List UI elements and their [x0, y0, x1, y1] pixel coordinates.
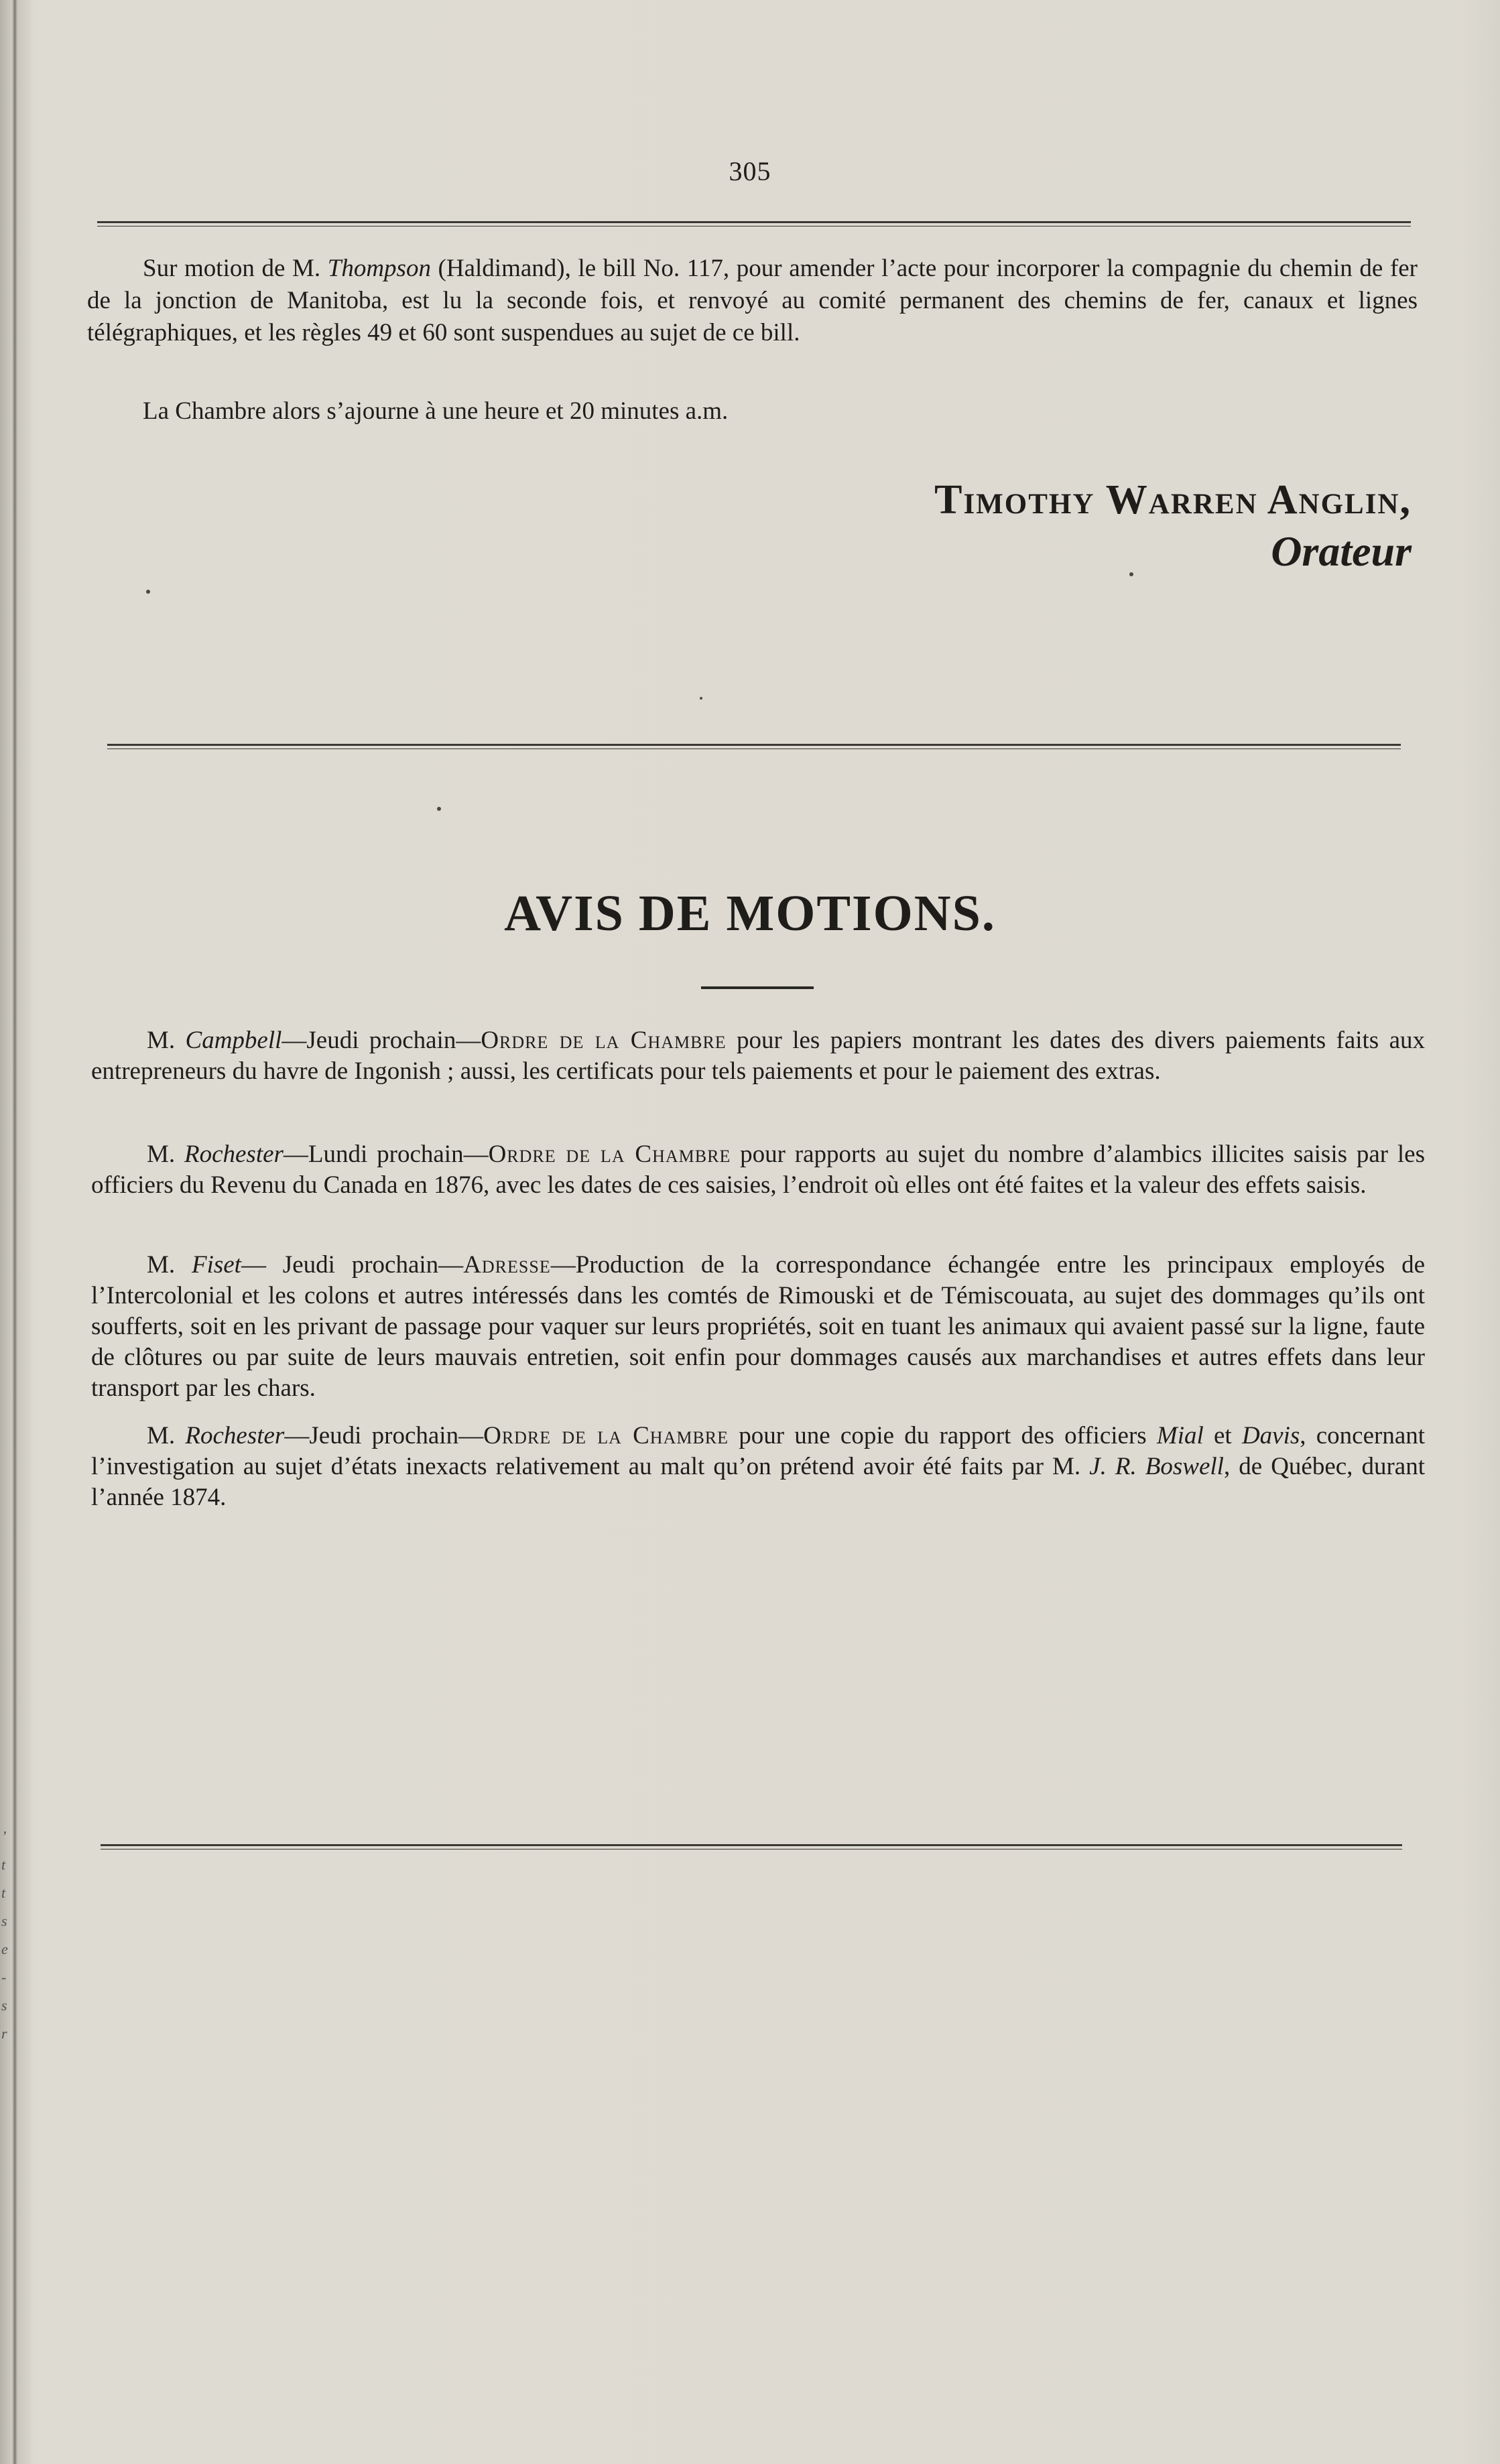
member-name: Fiset: [191, 1251, 241, 1279]
motion-kind: Ordre de la Chambre: [481, 1027, 727, 1054]
section-title: AVIS DE MOTIONS.: [504, 885, 996, 942]
book-binding-edge: [0, 0, 31, 2464]
paper-speck: [1129, 572, 1133, 576]
motion-kind: Ordre de la Chambre: [488, 1141, 731, 1168]
middle-double-rule: [107, 744, 1401, 765]
motion-text: pour rapports au sujet du nombre d’alambics illicites saisis par les officiers du Revenu du Canada en 1876, avec les dates de ces saisies, l’endroit où elles ont été faites et la valeur des effets saisis.: [91, 1141, 1425, 1199]
speaker-title: Orateur: [1271, 527, 1412, 575]
officer-name: Davis: [1241, 1422, 1300, 1449]
page-number: 305: [729, 156, 771, 186]
member-name: Rochester: [184, 1141, 284, 1168]
motion-day: — Jeudi prochain—: [241, 1251, 464, 1279]
speaker-name: Timothy Warren Anglin,: [934, 477, 1412, 523]
motion-day: —Jeudi prochain—: [284, 1422, 484, 1449]
motion-item: [91, 1139, 1425, 1201]
motion-text: pour une copie du rapport des officiers: [729, 1422, 1157, 1449]
adjournment-paragraph: [87, 395, 1418, 428]
paper-speck: [700, 697, 702, 700]
paragraph-lead: Sur motion de M.: [143, 255, 328, 282]
margin-print-bleed: ʼ t t s e - s r: [1, 1828, 8, 2042]
motion-text: et: [1203, 1422, 1242, 1449]
motion-prefix: M.: [147, 1027, 186, 1054]
motion-prefix: M.: [147, 1141, 184, 1168]
motion-item: [91, 1025, 1425, 1087]
paper-speck: [437, 807, 441, 811]
person-name: J. R. Boswell: [1089, 1453, 1224, 1480]
motion-item: [91, 1421, 1425, 1513]
paper-speck: [146, 590, 150, 594]
bill-motion-paragraph: [87, 253, 1418, 349]
motion-prefix: M.: [147, 1251, 192, 1279]
motion-day: —Jeudi prochain—: [282, 1027, 481, 1054]
officer-name: Mial: [1156, 1422, 1204, 1449]
paragraph-body: (Haldimand), le bill No. 117, pour amender l’acte pour incorporer la compagnie du chemin de fer de la jonction de Manitoba, est lu la seconde fois, et renvoyé au comité permanent des chemins de fer, canaux et lignes télégraphiques, et les règles 49 et 60 sont suspendues au sujet de ce bill.: [87, 255, 1418, 346]
title-underline: [701, 986, 814, 989]
top-double-rule: [97, 221, 1411, 229]
member-name: Campbell: [185, 1027, 282, 1054]
adjournment-text: La Chambre alors s’ajourne à une heure et 20 minutes a.m.: [143, 397, 729, 425]
motion-day: —Lundi prochain—: [283, 1141, 489, 1168]
motion-kind: Ordre de la Chambre: [483, 1422, 729, 1449]
motion-text: , de Québec, durant l’année 1874.: [91, 1453, 1425, 1511]
motion-prefix: M.: [147, 1422, 186, 1449]
member-name: Thompson: [327, 255, 431, 282]
member-name: Rochester: [185, 1422, 285, 1449]
motion-kind: Adresse: [463, 1251, 551, 1279]
speaker-signature: [934, 473, 1412, 576]
bottom-double-rule: [101, 1844, 1402, 1855]
motion-text: pour les papiers montrant les dates des divers paiements faits aux entrepreneurs du havre de Ingonish ; aussi, les certificats pour tels paiements et pour le paiement des extras.: [91, 1027, 1425, 1085]
motion-text: —Production de la correspondance échangée entre les principaux employés de l’Intercolonial et les colons et autres intéressés dans les comtés de Rimouski et de Témiscouata, au sujet des dommages qu’ils ont soufferts, soit en les privant de passage pour vaquer sur leurs propriétés, soit en tuant les animaux qui avaient passé sur la ligne, faute de clôtures ou par suite de leurs mauvais entretien, soit enfin pour dommages causés aux marchandises et autres effets dans leur transport par les chars.: [91, 1251, 1425, 1402]
motion-item: [91, 1250, 1425, 1404]
motion-text: , concernant l’investigation au sujet d’états inexacts relativement au malt qu’on prétend avoir été faits par M.: [91, 1422, 1426, 1480]
